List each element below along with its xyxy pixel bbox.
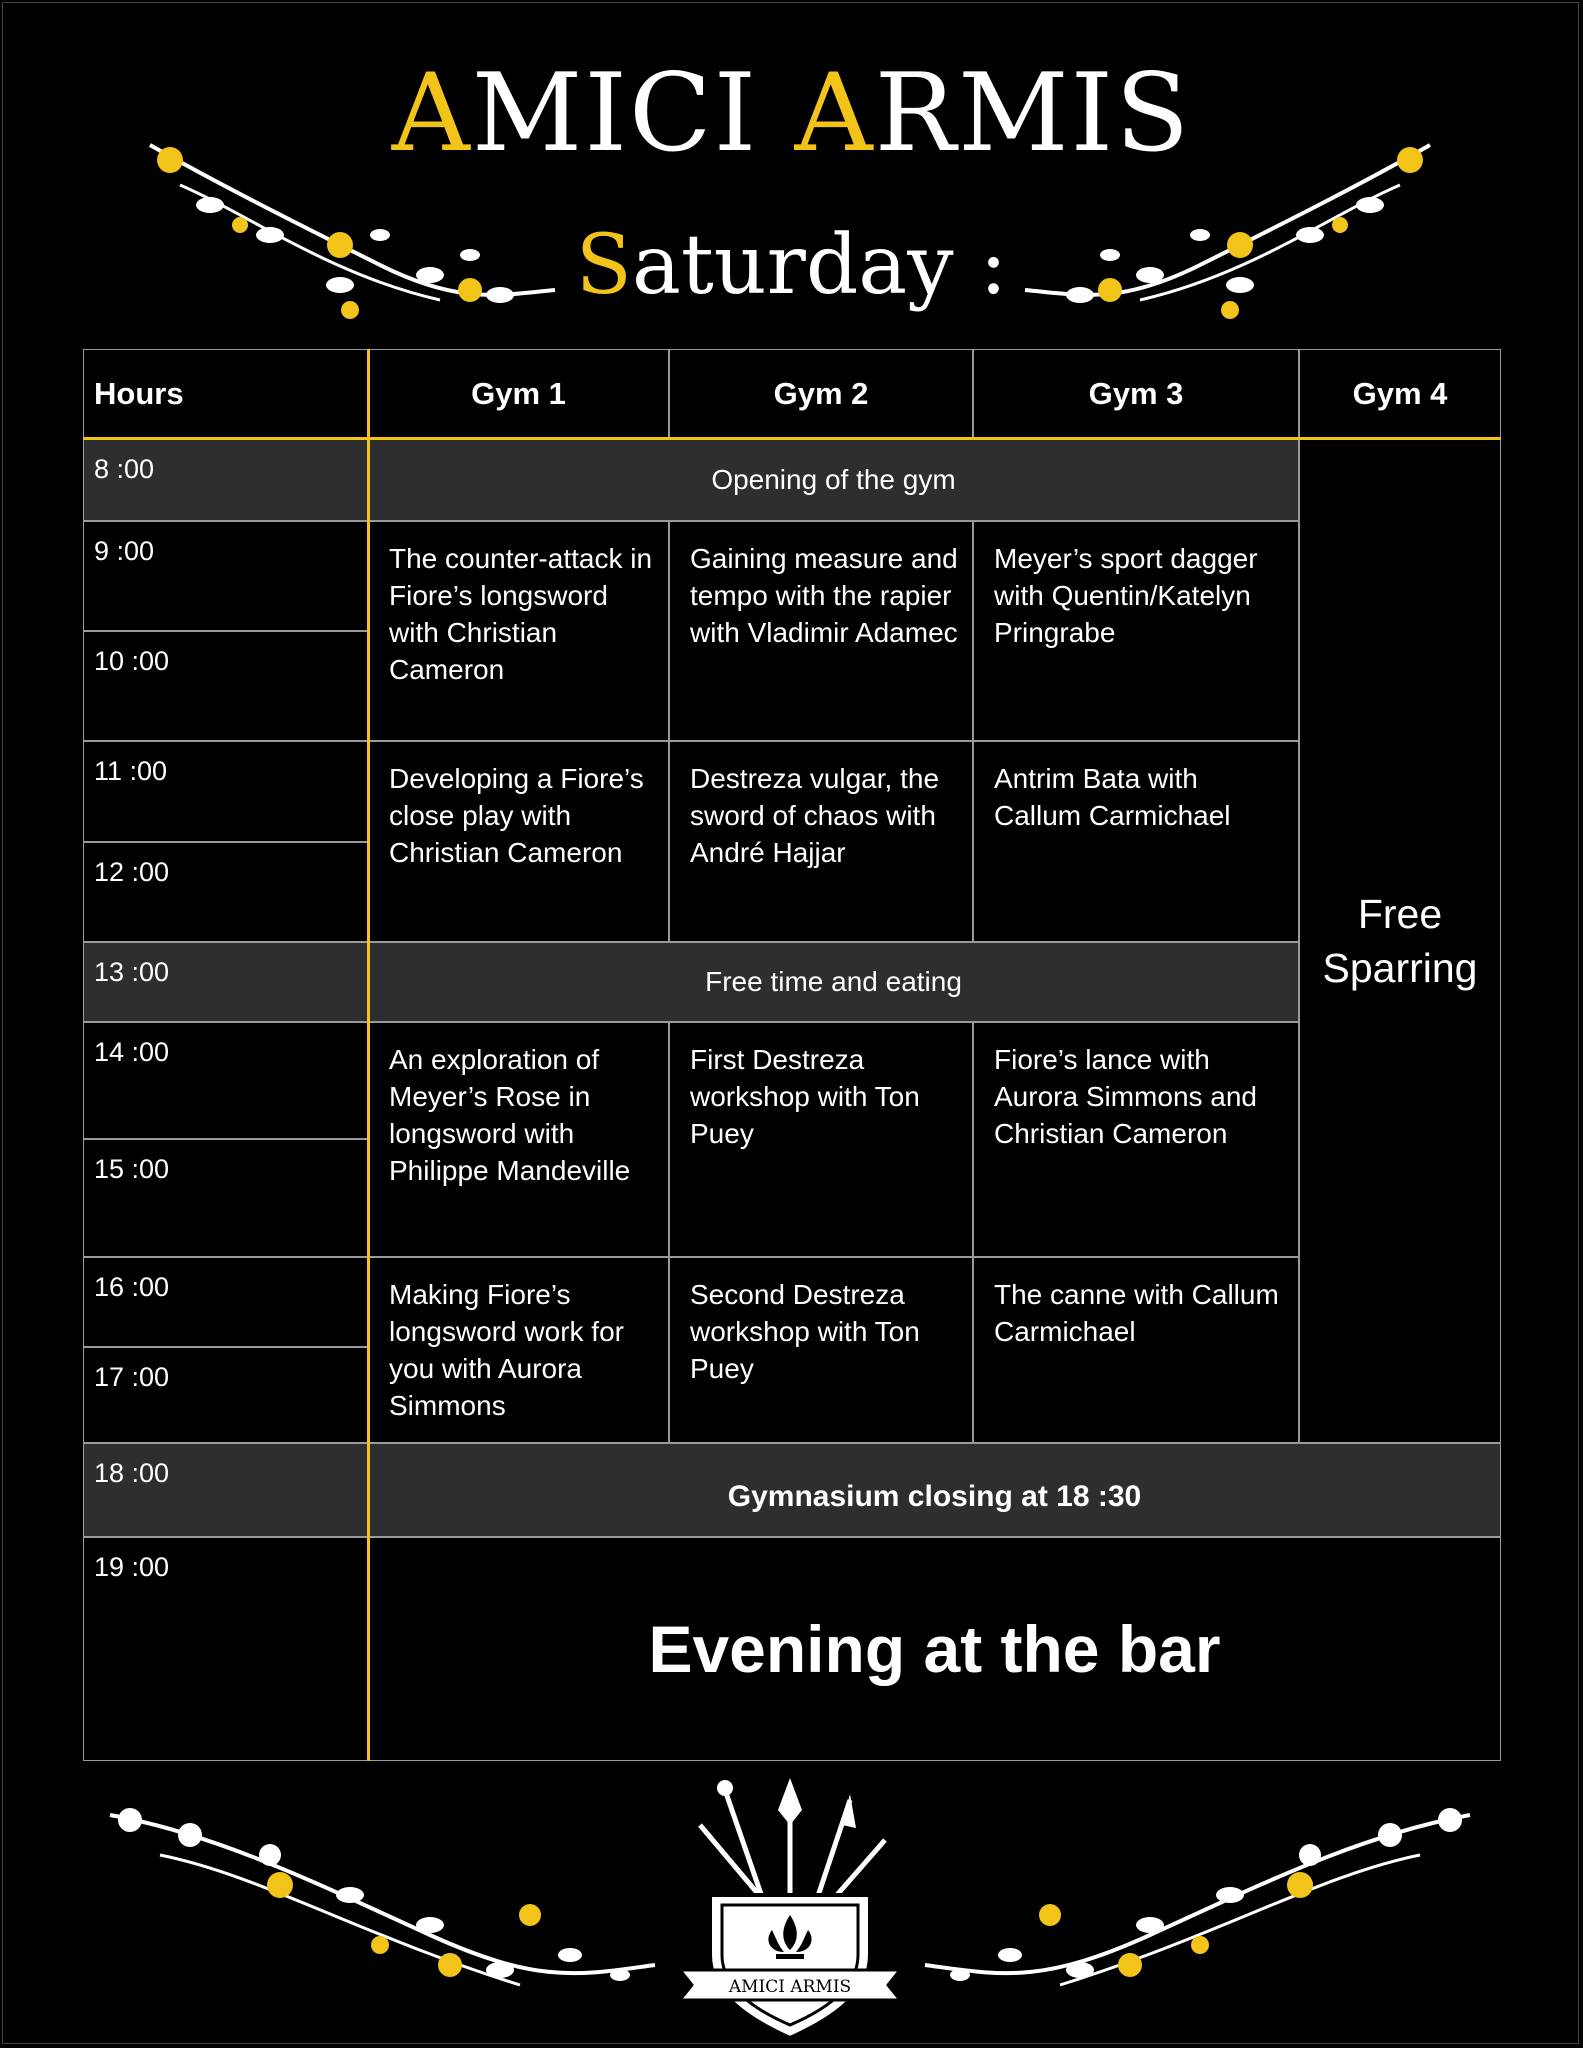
column-header-hours: Hours (83, 349, 368, 439)
day-rest: aturday : (631, 218, 1008, 313)
hours-divider (367, 349, 370, 1761)
hour-12: 12 :00 (83, 842, 368, 942)
session-gym1-14: An exploration of Meyer’s Rose in longsword with Philippe Mandeville (368, 1022, 669, 1257)
hour-19: 19 :00 (83, 1537, 368, 1761)
hour-17: 17 :00 (83, 1347, 368, 1443)
club-crest-logo (660, 1770, 920, 2045)
floral-ornament-top-right (1020, 125, 1440, 325)
opening-banner: Opening of the gym (368, 439, 1299, 521)
title-initial-a-2: A (794, 51, 875, 176)
session-gym3-11: Antrim Bata with Callum Carmichael (973, 741, 1299, 942)
hour-16: 16 :00 (83, 1257, 368, 1347)
session-gym1-11: Developing a Fiore’s close play with Christian Cameron (368, 741, 669, 942)
title-initial-a: A (391, 51, 472, 176)
session-gym1-9: The counter-attack in Fiore’s longsword with Christian Cameron (368, 521, 669, 741)
schedule-table (83, 349, 1501, 1761)
session-gym2-16: Second Destreza workshop with Ton Puey (669, 1257, 973, 1443)
hour-8: 8 :00 (83, 439, 368, 521)
hour-18: 18 :00 (83, 1443, 368, 1537)
title-word-amici: MICI (471, 51, 795, 176)
hour-10: 10 :00 (83, 631, 368, 741)
hour-13: 13 :00 (83, 942, 368, 1022)
day-initial: S (575, 218, 632, 313)
hour-15: 15 :00 (83, 1139, 368, 1257)
floral-ornament-top-left (140, 125, 560, 325)
floral-ornament-bottom-left (100, 1795, 660, 2005)
session-gym3-9: Meyer’s sport dagger with Quentin/Katelyn Pringrabe (973, 521, 1299, 741)
lunch-banner: Free time and eating (368, 942, 1299, 1022)
session-gym3-16: The canne with Callum Carmichael (973, 1257, 1299, 1443)
session-gym2-9: Gaining measure and tempo with the rapier with Vladimir Adamec (669, 521, 973, 741)
session-gym1-16: Making Fiore’s longsword work for you with Aurora Simmons (368, 1257, 669, 1443)
evening-banner: Evening at the bar (368, 1537, 1501, 1761)
free-sparring-line1: Free (1357, 891, 1443, 937)
hour-11: 11 :00 (83, 741, 368, 842)
header-underline (83, 437, 1501, 440)
hour-9: 9 :00 (83, 521, 368, 631)
column-header-gym-1: Gym 1 (368, 349, 669, 439)
column-header-gym-3: Gym 3 (973, 349, 1299, 439)
crest-banner-text: AMICI ARMIS (728, 1977, 852, 1997)
hour-14: 14 :00 (83, 1022, 368, 1139)
free-sparring-line2: Sparring (1322, 945, 1478, 991)
column-header-gym-4: Gym 4 (1299, 349, 1501, 439)
session-gym2-14: First Destreza workshop with Ton Puey (669, 1022, 973, 1257)
session-gym3-14: Fiore’s lance with Aurora Simmons and Christian Cameron (973, 1022, 1299, 1257)
column-header-gym-2: Gym 2 (669, 349, 973, 439)
gym4-free-sparring (1299, 439, 1501, 1443)
floral-ornament-bottom-right (920, 1795, 1480, 2005)
closing-banner: Gymnasium closing at 18 :30 (368, 1443, 1501, 1537)
title-word-armis: RMIS (874, 51, 1192, 176)
session-gym2-11: Destreza vulgar, the sword of chaos with André Hajjar (669, 741, 973, 942)
